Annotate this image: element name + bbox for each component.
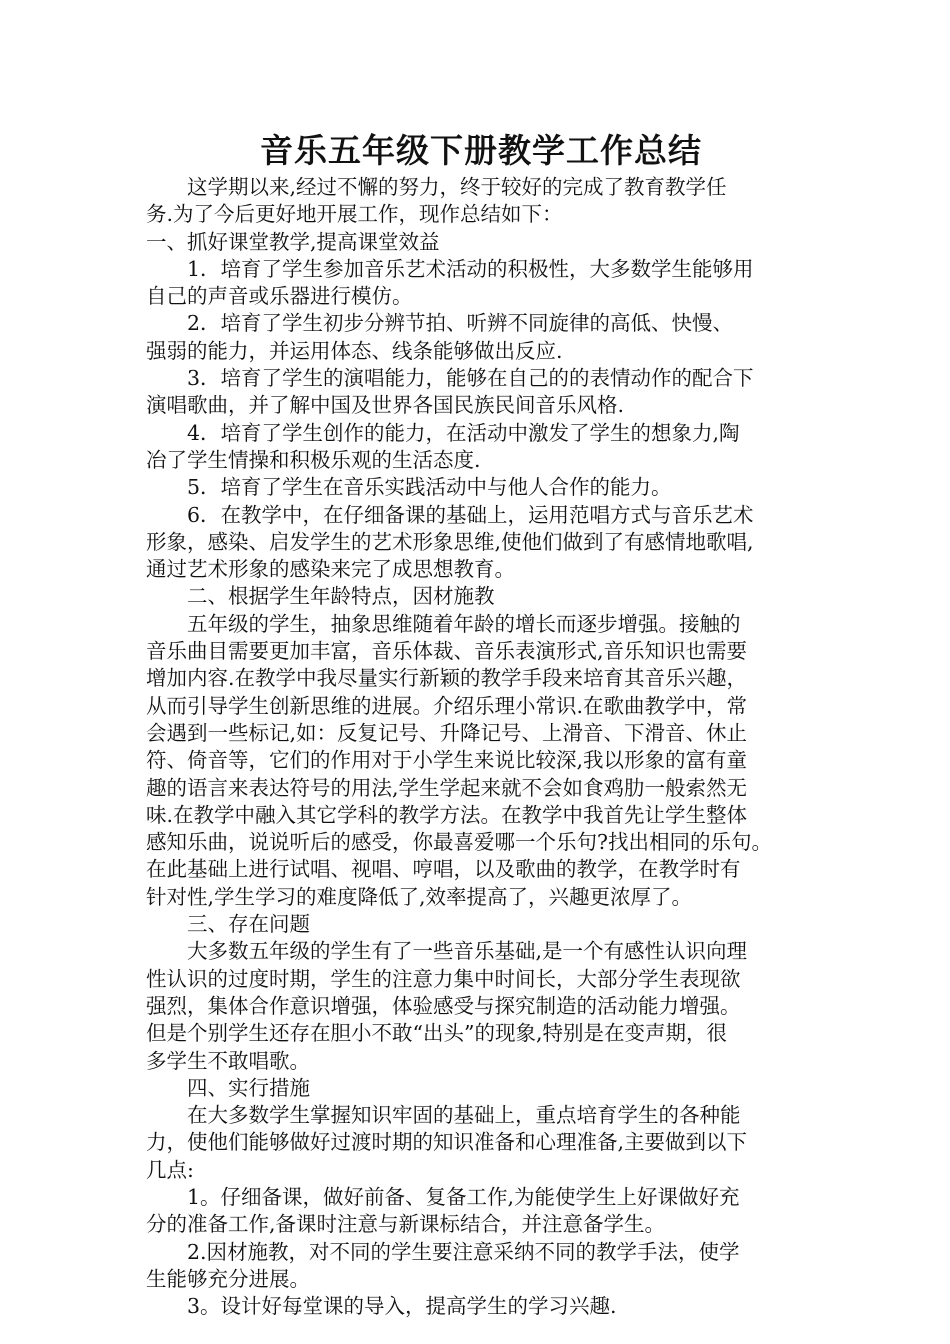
body-text-line: 符、倚音等，它们的作用对于小学生来说比较深,我以形象的富有童	[146, 748, 748, 773]
body-text-line: 五年级的学生，抽象思维随着年龄的增长而逐步增强。接触的	[146, 611, 741, 636]
body-text-line: 感知乐曲，说说听后的感受，你最喜爱哪一个乐句?找出相同的乐句。	[146, 830, 772, 855]
body-text-line: 1。仔细备课，做好前备、复备工作,为能使学生上好课做好充	[146, 1184, 740, 1209]
body-text-line: 力，使他们能够做好过渡时期的知识准备和心理准备,主要做到以下	[146, 1130, 748, 1155]
body-text-line: 大多数五年级的学生有了一些音乐基础,是一个有感性认识向理	[146, 939, 748, 964]
body-text-line: 分的准备工作,备课时注意与新课标结合，并注意备学生。	[146, 1212, 666, 1237]
document-body	[146, 174, 816, 1320]
body-text-line: 自己的声音或乐器进行模仿。	[146, 284, 413, 309]
body-text-line: 四、实行措施	[146, 1075, 310, 1100]
body-text-line: 务.为了今后更好地开展工作，现作总结如下：	[146, 202, 563, 227]
body-text-line: 6．在教学中，在仔细备课的基础上，运用范唱方式与音乐艺术	[146, 502, 754, 527]
body-text-line: 3．培育了学生的演唱能力，能够在自己的的表情动作的配合下	[146, 366, 754, 391]
body-text-line: 形象，感染、启发学生的艺术形象思维,使他们做到了有感情地歌唱,	[146, 529, 754, 554]
body-text-line: 增加内容.在教学中我尽量实行新颖的教学手段来培育其音乐兴趣，	[146, 666, 748, 691]
body-text-line: 演唱歌曲，并了解中国及世界各国民族民间音乐风格.	[146, 393, 625, 418]
body-text-line: 4．培育了学生创作的能力，在活动中激发了学生的想象力,陶	[146, 420, 740, 445]
body-text-line: 性认识的过度时期，学生的注意力集中时间长，大部分学生表现欲	[146, 966, 741, 991]
body-text-line: 一、抓好课堂教学,提高课堂效益	[146, 229, 440, 254]
body-text-line: 在大多数学生掌握知识牢固的基础上，重点培育学生的各种能	[146, 1103, 741, 1128]
body-text-line: 但是个别学生还存在胆小不敢“出头”的现象,特别是在变声期，很	[146, 1021, 727, 1046]
body-text-line: 趣的语言来表达符号的用法,学生学起来就不会如食鸡肋一般索然无	[146, 775, 748, 800]
body-text-line: 2．培育了学生初步分辨节拍、听辨不同旋律的高低、快慢、	[146, 311, 734, 336]
body-text-line: 味.在教学中融入其它学科的教学方法。在教学中我首先让学生整体	[146, 802, 748, 827]
body-text-line: 会遇到一些标记,如：反复记号、升降记号、上滑音、下滑音、休止	[146, 720, 748, 745]
body-text-line: 强烈，集体合作意识增强，体验感受与探究制造的活动能力增强。	[146, 993, 741, 1018]
body-text-line: 3。设计好每堂课的导入，提高学生的学习兴趣.	[146, 1294, 617, 1319]
body-text-line: 1．培育了学生参加音乐艺术活动的积极性，大多数学生能够用	[146, 256, 754, 281]
body-text-line: 在此基础上进行试唱、视唱、哼唱，以及歌曲的教学，在教学时有	[146, 857, 741, 882]
body-text-line: 音乐曲目需要更加丰富，音乐体裁、音乐表演形式,音乐知识也需要	[146, 639, 748, 664]
body-text-line: 通过艺术形象的感染来完了成思想教育。	[146, 557, 515, 582]
document-page	[146, 128, 816, 1320]
body-text-line: 几点:	[146, 1157, 194, 1182]
body-text-line: 5．培育了学生在音乐实践活动中与他人合作的能力。	[146, 475, 672, 500]
body-text-line: 2.因材施教，对不同的学生要注意采纳不同的教学手法，使学	[146, 1239, 740, 1264]
body-text-line: 从而引导学生创新思维的进展。介绍乐理小常识.在歌曲教学中，常	[146, 693, 748, 718]
document-title: 音乐五年级下册教学工作总结	[260, 131, 702, 170]
body-text-line: 针对性,学生学习的难度降低了,效率提高了，兴趣更浓厚了。	[146, 884, 693, 909]
body-text-line: 二、根据学生年龄特点，因材施教	[146, 584, 495, 609]
body-text-line: 强弱的能力，并运用体态、线条能够做出反应.	[146, 338, 563, 363]
body-text-line: 冶了学生情操和积极乐观的生活态度.	[146, 447, 481, 472]
body-text-line: 多学生不敢唱歌。	[146, 1048, 310, 1073]
body-text-line: 三、存在问题	[146, 912, 310, 937]
body-text-line: 这学期以来,经过不懈的努力，终于较好的完成了教育教学任	[146, 175, 727, 199]
body-text-line: 生能够充分进展。	[146, 1266, 310, 1291]
